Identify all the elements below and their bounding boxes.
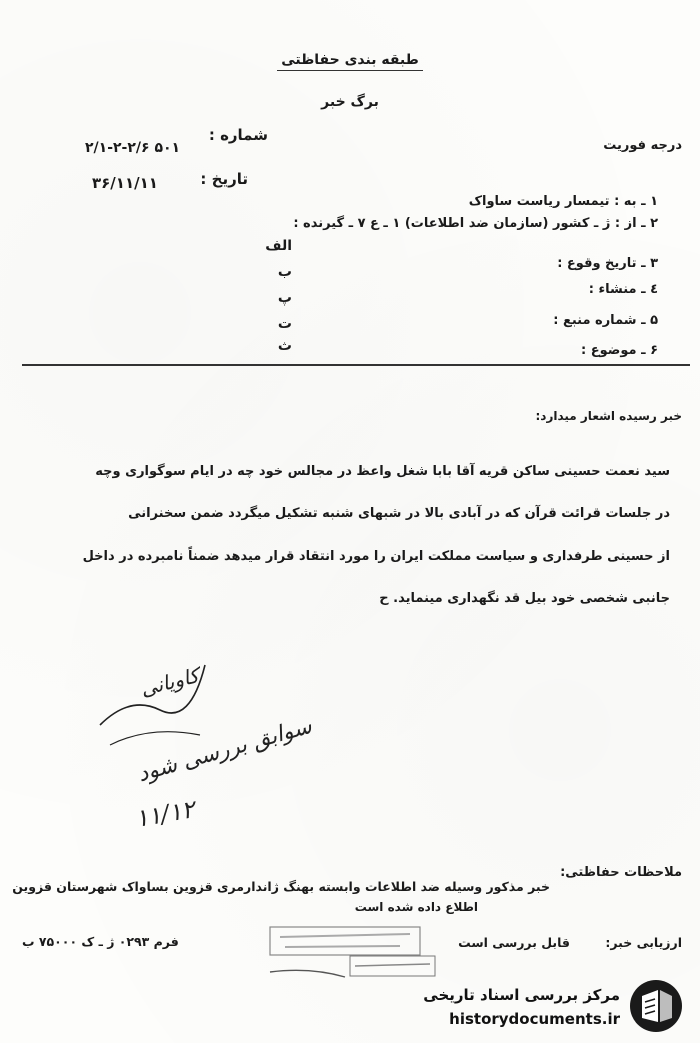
handwritten-note-date: ۱۱/۱۲ [133, 795, 197, 833]
classification-header: طبقه بندی حفاظتی [0, 52, 700, 68]
field-code-a: الف [265, 238, 292, 254]
priority-label: درجه فوریت [603, 138, 682, 153]
archive-logo-icon [628, 978, 684, 1034]
field-source-number: ۵ ـ شماره منبع : [553, 313, 658, 328]
field-date: ۳ ـ تاریخ وقوع : [557, 256, 658, 271]
field-code-b: ب [277, 264, 292, 280]
stamp-smudge [250, 922, 440, 992]
watermark-url: historydocuments.ir [449, 1010, 620, 1028]
handwritten-note-review: سوابق بررسی شود [135, 713, 315, 788]
handwritten-note-name: کاویانی [137, 663, 202, 701]
field-from: ۲ ـ از : ژ ـ کشور (سازمان ضد اطلاعات) ۱ ـ ع ۷ ـ گیرنده : [293, 216, 658, 231]
report-line: از حسینی طرفداری و سیاست مملکت ایران را مورد انتقاد قرار میدهد ضمناً نامبرده در داخل [82, 549, 670, 564]
watermark-name: مرکز بررسی اسناد تاریخی [423, 986, 620, 1004]
field-code-s: ث [277, 338, 292, 354]
field-code-p: پ [277, 290, 292, 306]
field-origin: ٤ ـ منشاء : [588, 282, 658, 297]
report-line: سید نعمت حسینی ساکن قریه آقا بابا شغل واعظ در مجالس خود چه در ایام سوگواری وچه [95, 464, 670, 479]
form-title: برگ خبر [321, 94, 379, 110]
evaluation-value: قابل بررسی است [458, 935, 570, 950]
number-label: شماره : [208, 126, 268, 144]
number-value: ۲/۱-۲-۲/۶ ۵۰۱ [85, 140, 181, 156]
handwriting-scribble [90, 655, 210, 755]
field-code-t: ت [277, 316, 292, 332]
remarks-label: ملاحظات حفاظتی: [560, 865, 682, 880]
report-line: جانبی شخصی خود بیل قد نگهداری مینماید. ح [379, 591, 670, 606]
remarks-text-2: اطلاع داده شده است [354, 900, 478, 914]
evaluation-label: ارزیابی خبر: [605, 935, 682, 950]
field-to: ۱ ـ به : تیمسار ریاست ساواک [468, 194, 658, 209]
report-heading: خبر رسیده اشعار میدارد: [535, 409, 682, 423]
remarks-text: خبر مذکور وسیله ضد اطلاعات وابسته بهنگ ژاندارمری قزوین بساواک شهرستان قزوین [12, 879, 550, 894]
report-line: در جلسات قرائت قرآن که در آبادی بالا در شبهای شنبه تشکیل میگردد ضمن سخنرانی [128, 506, 670, 521]
field-subject: ۶ ـ موضوع : [581, 343, 658, 358]
form-code: فرم ۰۲۹۳ ژ ـ ک ۷۵۰۰۰ ب [22, 934, 179, 949]
date-label: تاریخ : [200, 170, 248, 188]
date-value: ۳۶/۱۱/۱۱ [92, 174, 158, 192]
section-divider [22, 364, 690, 366]
